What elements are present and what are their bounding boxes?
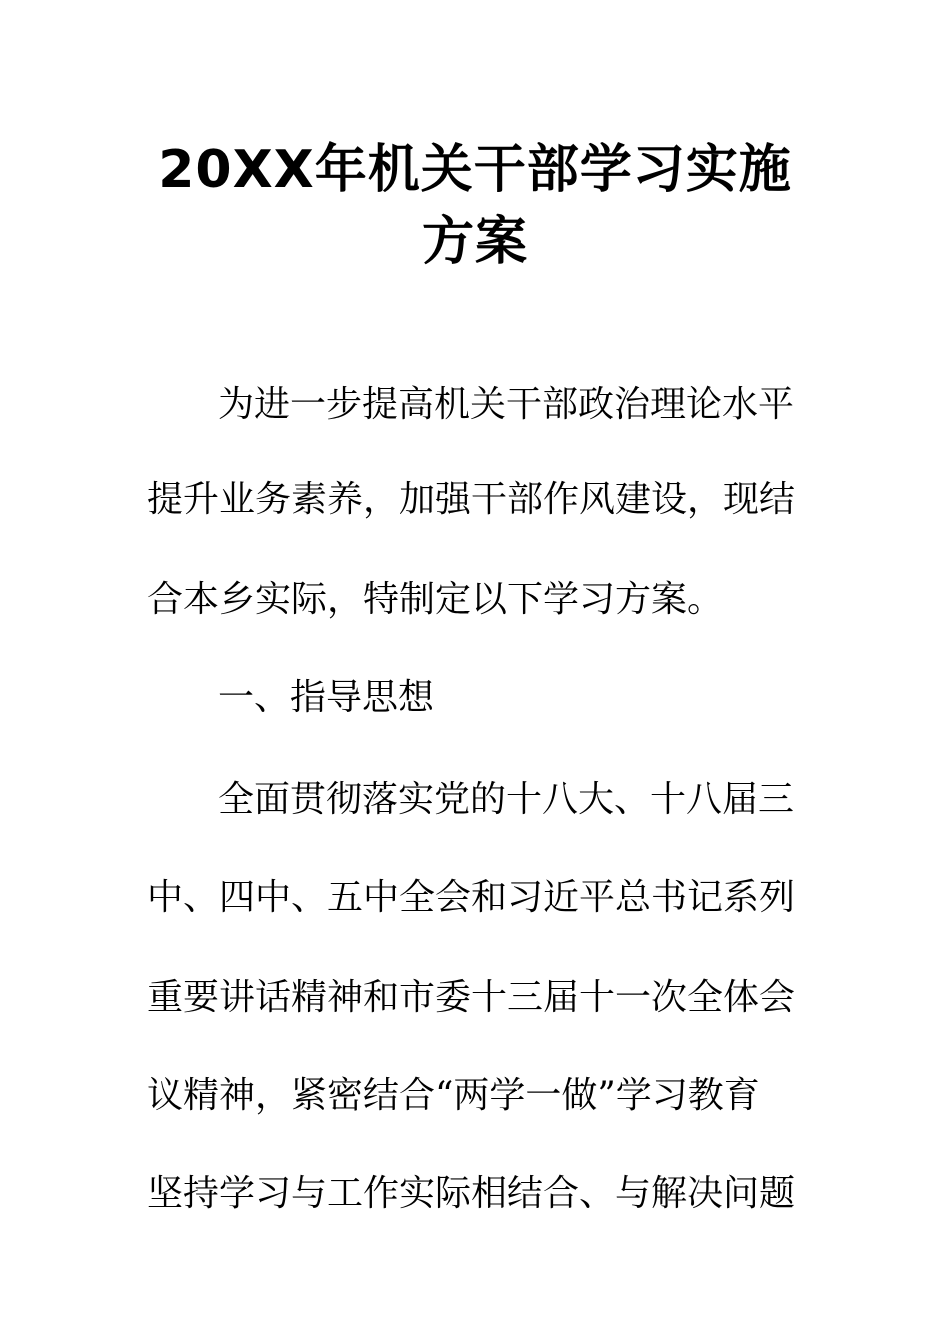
section-heading-guiding-ideology: 一、指导思想 bbox=[218, 677, 435, 718]
document-title-line-2: 方案 bbox=[421, 212, 528, 272]
body-line-3: 合本乡实际，特制定以下学习方案。 bbox=[147, 579, 724, 620]
document-title-line-1: 20XX年机关干部学习实施 bbox=[158, 140, 792, 200]
body-line-9: 坚持学习与工作实际相结合、与解决问题 bbox=[147, 1173, 796, 1214]
body-line-7: 重要讲话精神和市委十三届十一次全体会 bbox=[147, 977, 796, 1018]
body-line-6: 中、四中、五中全会和习近平总书记系列 bbox=[147, 877, 796, 918]
body-line-2: 提升业务素养，加强干部作风建设，现结 bbox=[147, 479, 796, 520]
body-line-1: 为进一步提高机关干部政治理论水平 bbox=[218, 384, 795, 425]
body-line-5: 全面贯彻落实党的十八大、十八届三 bbox=[218, 779, 795, 820]
body-line-8: 议精神，紧密结合“两学一做”学习教育 bbox=[147, 1075, 760, 1116]
